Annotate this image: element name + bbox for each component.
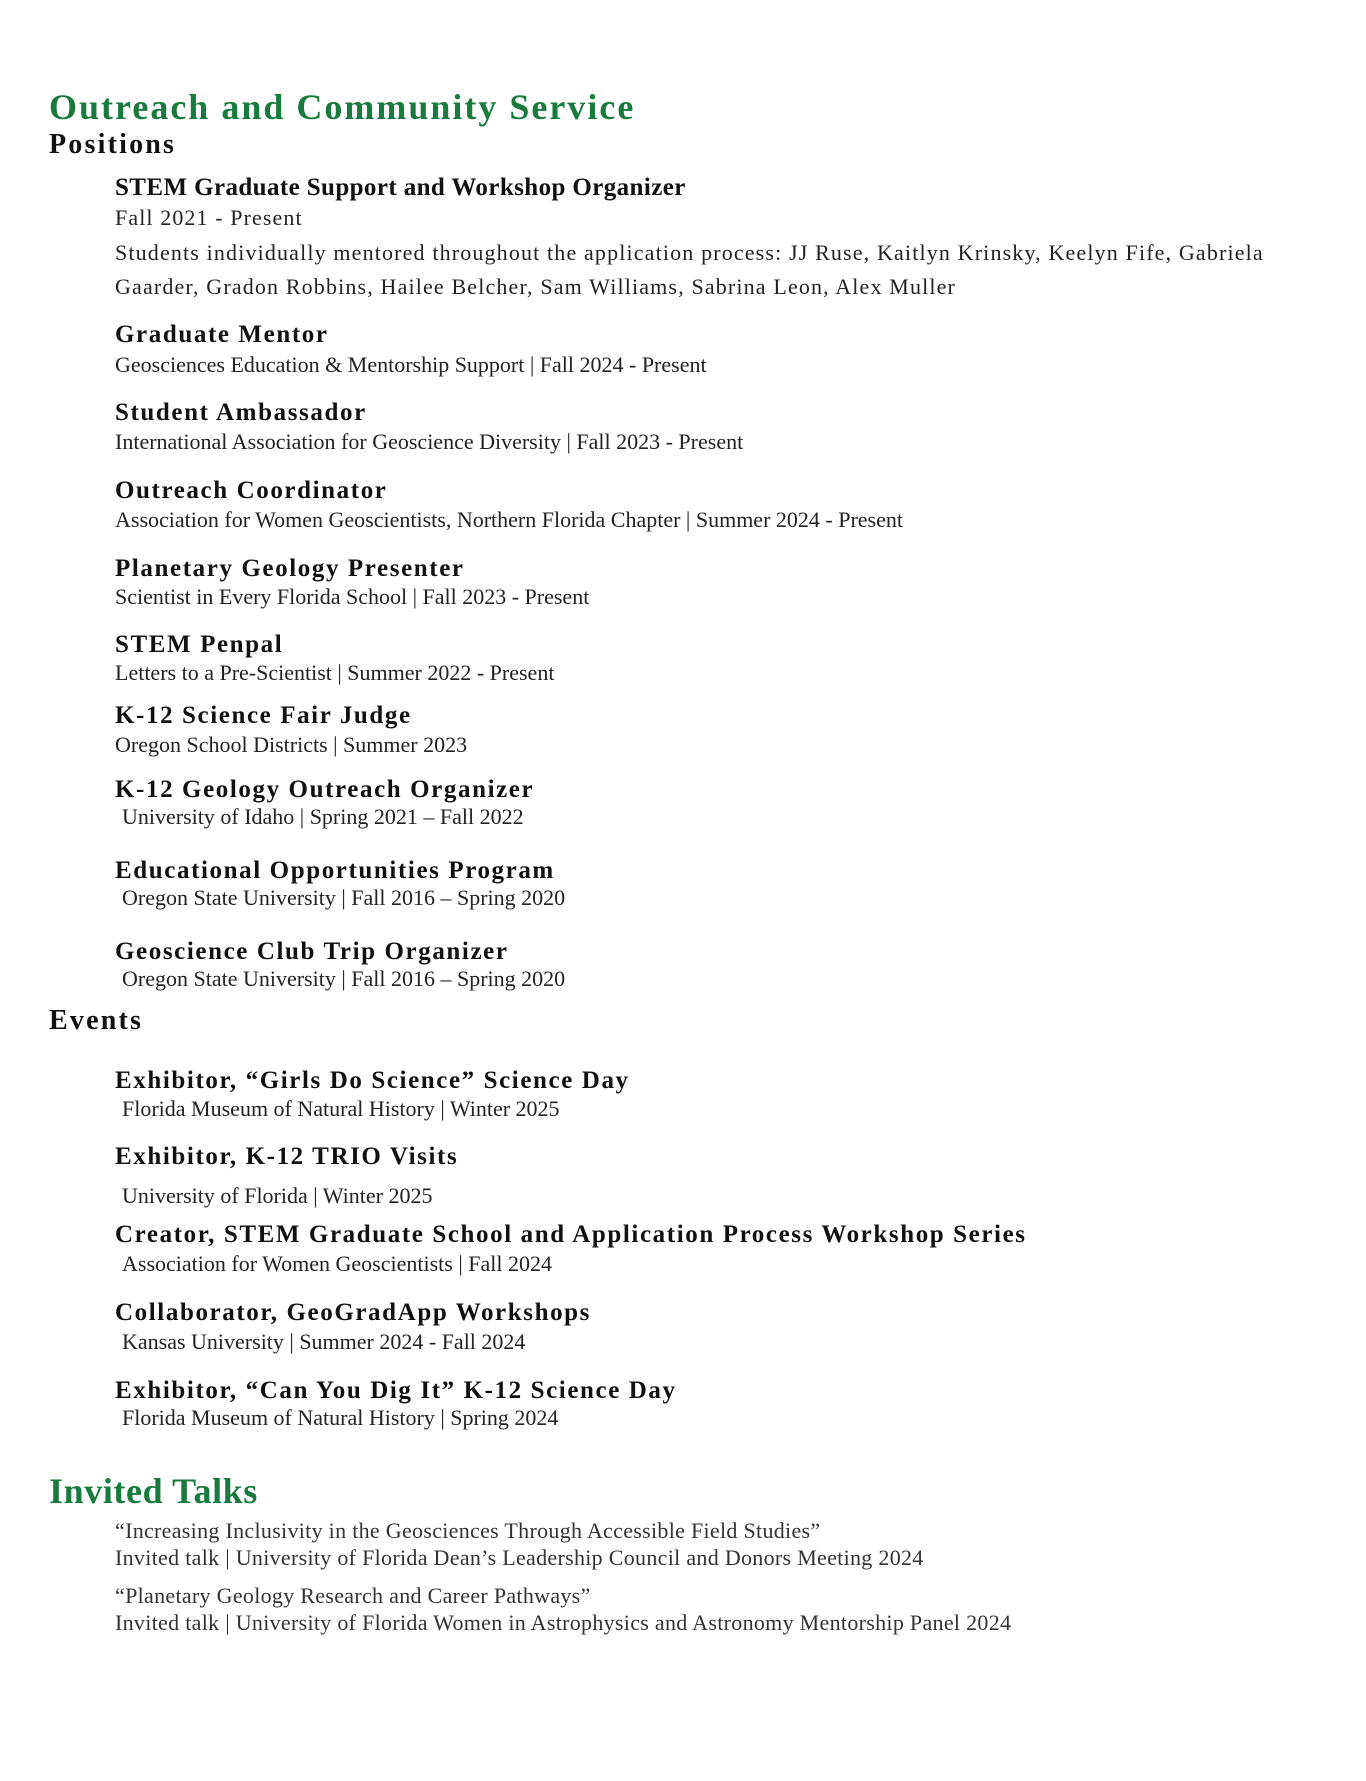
event-detail: Association for Women Geoscientists | Fall 2024: [122, 1251, 552, 1276]
position-title: Outreach Coordinator: [115, 477, 388, 504]
event-title: Creator, STEM Graduate School and Application Process Workshop Series: [115, 1221, 1027, 1248]
events-heading: Events: [49, 1005, 144, 1036]
position-detail: Oregon State University | Fall 2016 – Spring 2020: [122, 966, 566, 991]
position-title: Student Ambassador: [115, 399, 367, 426]
position-title: STEM Graduate Support and Workshop Organizer: [115, 174, 686, 201]
position-title: Geoscience Club Trip Organizer: [115, 938, 509, 965]
positions-heading: Positions: [49, 129, 177, 160]
talk-title: “Planetary Geology Research and Career Pathways”: [115, 1583, 591, 1608]
position-detail: Scientist in Every Florida School | Fall 2023 - Present: [115, 584, 590, 609]
talk-detail: Invited talk | University of Florida Dean’s Leadership Council and Donors Meeting 2024: [115, 1545, 924, 1570]
position-detail: International Association for Geoscience Diversity | Fall 2023 - Present: [115, 429, 744, 454]
event-detail: University of Florida | Winter 2025: [122, 1183, 433, 1208]
position-title: Planetary Geology Presenter: [115, 555, 465, 582]
event-title: Exhibitor, K-12 TRIO Visits: [115, 1143, 459, 1170]
position-detail: Geosciences Education & Mentorship Support | Fall 2024 - Present: [115, 352, 707, 377]
outreach-section-title: Outreach and Community Service: [49, 87, 636, 127]
position-title: Educational Opportunities Program: [115, 857, 555, 884]
event-title: Exhibitor, “Can You Dig It” K-12 Science Day: [115, 1377, 677, 1404]
invited-talks-title: Invited Talks: [49, 1471, 258, 1511]
position-title: K-12 Science Fair Judge: [115, 702, 412, 729]
event-detail: Kansas University | Summer 2024 - Fall 2024: [122, 1329, 526, 1354]
position-description: Students individually mentored throughout the application process: JJ Ruse, Kaitlyn Krinsky, Keelyn Fife, Gabriela Gaarder, Gradon Robbins, Hailee Belcher, Sam Williams, Sabrina Leon, Alex Muller: [115, 240, 1264, 299]
position-title: Graduate Mentor: [115, 321, 329, 348]
position-title: K-12 Geology Outreach Organizer: [115, 776, 535, 803]
position-title: STEM Penpal: [115, 631, 284, 658]
position-detail: University of Idaho | Spring 2021 – Fall 2022: [122, 804, 524, 829]
event-title: Exhibitor, “Girls Do Science” Science Day: [115, 1067, 630, 1094]
position-detail: Letters to a Pre-Scientist | Summer 2022 - Present: [115, 660, 555, 685]
talk-title: “Increasing Inclusivity in the Geosciences Through Accessible Field Studies”: [115, 1518, 821, 1543]
event-detail: Florida Museum of Natural History | Winter 2025: [122, 1096, 560, 1121]
position-detail: Oregon School Districts | Summer 2023: [115, 732, 468, 757]
talk-detail: Invited talk | University of Florida Women in Astrophysics and Astronomy Mentorship Panel 2024: [115, 1610, 1012, 1635]
event-detail: Florida Museum of Natural History | Spring 2024: [122, 1405, 559, 1430]
position-detail: Association for Women Geoscientists, Northern Florida Chapter | Summer 2024 - Present: [115, 507, 903, 532]
position-detail: Oregon State University | Fall 2016 – Spring 2020: [122, 885, 566, 910]
position-dates: Fall 2021 - Present: [115, 205, 303, 230]
event-title: Collaborator, GeoGradApp Workshops: [115, 1299, 592, 1326]
